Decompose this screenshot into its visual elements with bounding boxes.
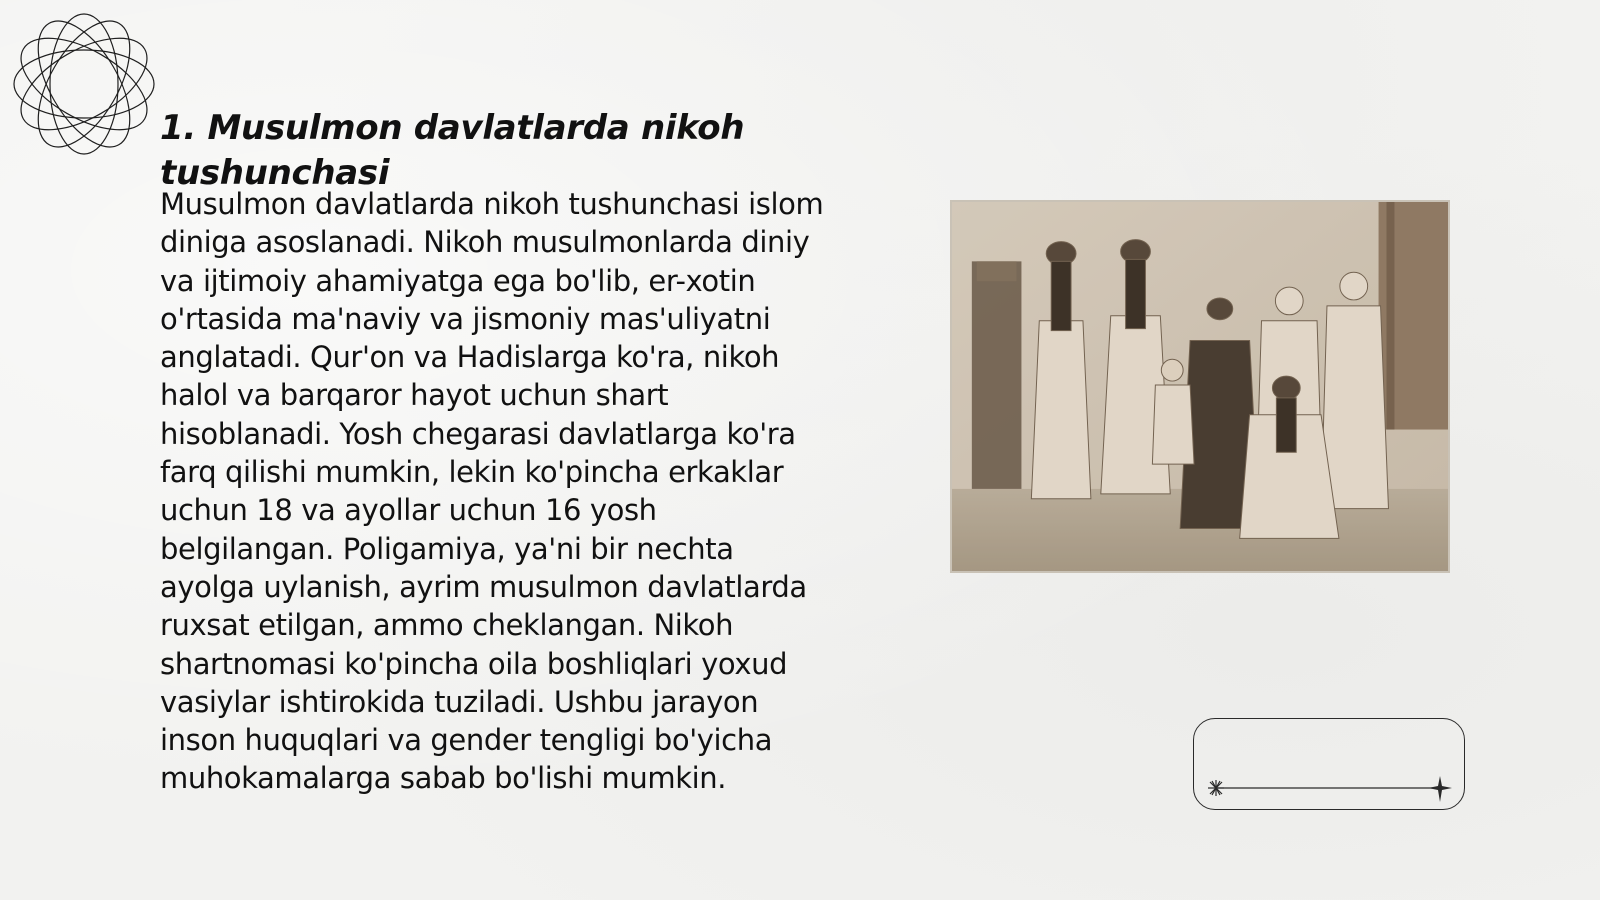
sparkle-icon [1428,776,1452,802]
starburst-icon [1208,780,1224,796]
decorative-line [1200,775,1460,805]
historical-family-photo [950,200,1450,573]
page-title: 1. Musulmon davlatlarda nikoh tushunchasi [160,108,745,193]
circular-ornament-icon [10,10,158,158]
body-paragraph: Musulmon davlatlarda nikoh tushunchasi islom diniga asoslanadi. Nikoh musulmonlarda diniy va ijtimoiy ahamiyatga ega bo'lib, er-xotin o'rtasida ma'naviy va jismoniy mas'uliyatni anglatadi. Qur'on va Hadislarga ko'ra, nikoh halol va barqaror hayot uchun shart hisoblanadi. Yosh chegarasi davlatlarga ko'ra farq qilishi mumkin, lekin ko'pincha erkaklar uchun 18 va ayollar uchun 16 yosh belgilangan. Poligamiya, ya'ni bir nechta ayolga uylanish, ayrim musulmon davlatlarda ruxsat etilgan, ammo cheklangan. Nikoh shartnomasi ko'pincha oila boshliqlari yoxud vasiylar ishtirokida tuziladi. Ushbu jarayon inson huquqlari va gender tengligi bo'yicha muhokamalarga sabab bo'lishi mumkin. [160,187,824,796]
